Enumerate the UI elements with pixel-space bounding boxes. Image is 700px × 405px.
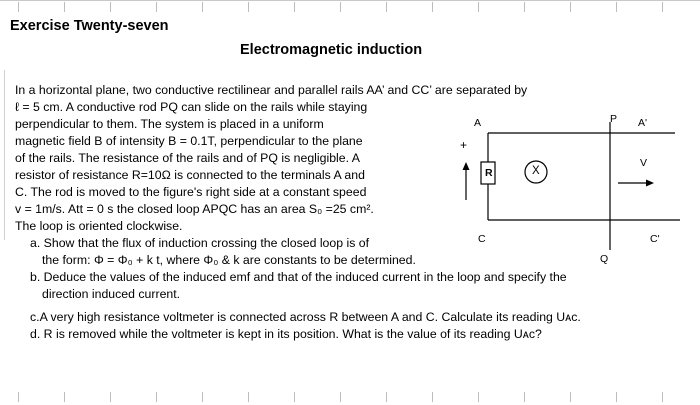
- ruler-tick: [432, 2, 433, 12]
- ruler-tick: [202, 2, 203, 12]
- ruler-tick: [18, 392, 19, 402]
- ruler-tick: [616, 392, 617, 402]
- ruler-tick: [294, 2, 295, 12]
- question-b-cont: direction induced current.: [42, 287, 181, 301]
- ruler-tick: [294, 392, 295, 402]
- label-v: V: [640, 157, 648, 169]
- exercise-title: Exercise Twenty-seven: [10, 18, 169, 34]
- ruler-tick: [110, 2, 111, 12]
- bottom-ruler: [0, 392, 700, 404]
- ruler-tick: [202, 392, 203, 402]
- ruler-tick: [524, 392, 525, 402]
- ruler-tick: [156, 2, 157, 12]
- ruler-tick: [570, 2, 571, 12]
- label-c-prime: C': [650, 233, 660, 245]
- problem-line: ℓ = 5 cm. A conductive rod PQ can slide on the rails while staying: [15, 100, 368, 114]
- margin-line: [4, 70, 5, 240]
- label-plus: +: [460, 138, 468, 152]
- question-a: a. Show that the flux of induction crossing the closed loop is of: [30, 236, 370, 250]
- ruler-tick: [110, 392, 111, 402]
- question-a-cont: the form: Φ = Φ₀ + k t, where Φ₀ & k are constants to be determined.: [42, 253, 416, 267]
- ruler-tick: [248, 2, 249, 12]
- ruler-tick: [616, 2, 617, 12]
- chapter-title: Electromagnetic induction: [240, 42, 423, 58]
- problem-line: perpendicular to them. The system is placed in a uniform: [15, 117, 324, 131]
- ruler-tick: [386, 392, 387, 402]
- ruler-tick: [478, 392, 479, 402]
- ruler-tick: [386, 2, 387, 12]
- top-ruler: [0, 0, 700, 13]
- problem-line: v = 1m/s. Att = 0 s the closed loop APQC has an area S₀ =25 cm².: [15, 202, 374, 216]
- label-p: P: [610, 113, 618, 125]
- problem-line: The loop is oriented clockwise.: [15, 219, 183, 233]
- ruler-tick: [156, 392, 157, 402]
- label-a: A: [474, 117, 482, 129]
- question-c: c.A very high resistance voltmeter is connected across R between A and C. Calculate its reading Uᴀᴄ.: [30, 310, 581, 324]
- ruler-tick: [64, 392, 65, 402]
- label-c: C: [478, 233, 486, 245]
- circuit-svg: [440, 108, 700, 273]
- problem-line: resistor of resistance R=10Ω is connected to the terminals A and: [15, 168, 365, 182]
- circuit-figure: [440, 108, 700, 273]
- problem-line: magnetic field B of intensity B = 0.1T, perpendicular to the plane: [15, 134, 363, 148]
- ruler-tick: [524, 2, 525, 12]
- ruler-tick: [478, 2, 479, 12]
- ruler-tick: [662, 2, 663, 12]
- ruler-tick: [64, 2, 65, 12]
- problem-line: of the rails. The resistance of the rails and of PQ is negligible. A: [15, 151, 360, 165]
- question-b: b. Deduce the values of the induced emf and that of the induced current in the loop and specify the: [30, 270, 567, 284]
- label-r: R: [485, 167, 493, 179]
- ruler-tick: [340, 2, 341, 12]
- problem-line: In a horizontal plane, two conductive rectilinear and parallel rails AA’ and CC’ are separated by: [15, 83, 528, 97]
- question-d: d. R is removed while the voltmeter is kept in its position. What is the value of its reading Uᴀᴄ?: [30, 327, 542, 341]
- problem-line: C. The rod is moved to the figure's right side at a constant speed: [15, 185, 367, 199]
- ruler-tick: [662, 392, 663, 402]
- ruler-tick: [340, 392, 341, 402]
- label-a-prime: A': [638, 117, 648, 129]
- ruler-tick: [570, 392, 571, 402]
- ruler-tick: [18, 2, 19, 12]
- ruler-tick: [432, 392, 433, 402]
- label-q: Q: [600, 253, 609, 265]
- ruler-tick: [248, 392, 249, 402]
- field-x-icon: X: [532, 165, 540, 177]
